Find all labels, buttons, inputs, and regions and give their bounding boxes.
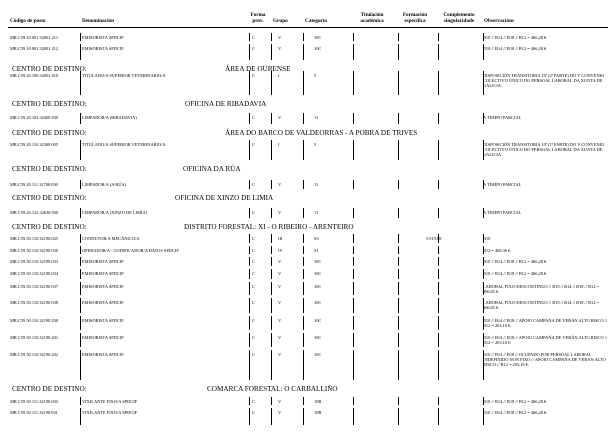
cell-observacions: B10 // B14 // B18 // B12 = 466,28 €.	[483, 271, 548, 276]
column-divider	[249, 350, 250, 380]
column-divider	[80, 298, 81, 313]
cell-codigo: MR.C59.20.110.32300.005	[10, 142, 59, 147]
centro-name: OFICINA DE XINZO DE LIMIA	[175, 194, 274, 202]
column-divider	[483, 113, 484, 124]
column-divider	[80, 316, 81, 330]
column-divider	[398, 282, 399, 295]
column-divider	[249, 408, 250, 425]
centro-de-destino	[12, 223, 354, 232]
column-divider	[249, 208, 250, 218]
centro-de-destino	[12, 165, 241, 174]
column-divider	[483, 257, 484, 266]
column-divider	[249, 316, 250, 330]
cell-denominacion: LIMPADOR/A (RIBADAVIA)	[82, 115, 137, 120]
column-divider	[249, 333, 250, 347]
column-divider	[271, 408, 272, 425]
column-divider	[398, 298, 399, 313]
cell-observacions: B10 // B14 // B18 // B12 = 466,28 €.	[483, 259, 548, 264]
cell-forma: C	[252, 73, 255, 78]
centro-label: CENTRO DE DESTINO:	[12, 385, 87, 393]
cell-categoria: 10C	[314, 335, 322, 340]
cell-codigo: MR.C59.20.111.32700.030	[10, 182, 58, 187]
column-divider	[353, 180, 354, 189]
cell-denominacion: EMISORISTA SPDCIF	[82, 259, 124, 264]
column-divider	[80, 257, 81, 266]
cell-codigo: MR.C59.50.110.32190.038	[10, 300, 59, 305]
cell-denominacion: EMISORISTA SPDCIF	[82, 271, 124, 276]
cell-observacions: DISPOSICIÓN TRANSITORIA 10ª (2ª PARTE) DO V CONVENIO COLECTIVO ÚNICO DO PERSOAL LABORAL DA XUNTA DE GALICIA.	[483, 73, 605, 89]
column-divider	[438, 350, 439, 380]
centro-label: CENTRO DE DESTINO:	[12, 223, 87, 231]
column-divider	[353, 33, 354, 41]
column-divider	[398, 246, 399, 254]
header-formacion-1: Formación	[402, 12, 428, 18]
column-divider	[483, 44, 484, 60]
column-divider	[483, 33, 484, 41]
cell-observacions: A TEMPO PARCIAL	[483, 210, 522, 215]
cell-grupo: V	[278, 46, 282, 51]
column-divider	[483, 316, 484, 330]
cell-categoria: 10C	[314, 284, 322, 289]
column-divider	[353, 408, 354, 425]
cell-grupo: IV	[278, 248, 283, 253]
column-divider	[249, 180, 250, 189]
column-divider	[303, 113, 304, 124]
column-divider	[398, 208, 399, 218]
column-divider	[271, 333, 272, 347]
column-divider	[249, 397, 250, 405]
cell-categoria: 10C	[314, 46, 322, 51]
centro-de-destino	[12, 194, 274, 203]
column-divider	[271, 282, 272, 295]
cell-denominacion: EMISORISTA SPDCIF	[82, 318, 124, 323]
column-divider	[80, 350, 81, 380]
cell-grupo: V	[278, 115, 282, 120]
cell-codigo: MR.C59.50.110.32190.033	[10, 259, 59, 264]
column-divider	[271, 397, 272, 405]
column-divider	[271, 113, 272, 124]
column-divider	[438, 180, 439, 189]
column-divider	[271, 316, 272, 330]
column-divider	[398, 140, 399, 160]
column-divider	[271, 71, 272, 95]
column-divider	[438, 282, 439, 295]
cell-denominacion: EMISORISTA SPDCIF	[82, 300, 124, 305]
cell-grupo: V	[278, 300, 282, 305]
cell-codigo: MR.C59.50.111.32190.031	[10, 410, 58, 415]
centro-label: CENTRO DE DESTINO:	[12, 129, 87, 137]
column-divider	[249, 246, 250, 254]
column-divider	[303, 180, 304, 189]
cell-categoria: 10C	[314, 352, 322, 357]
cell-observacions: B12 = 468,36 €.	[483, 248, 512, 253]
cell-forma: C	[252, 236, 255, 241]
column-divider	[353, 350, 354, 380]
column-divider	[271, 257, 272, 266]
centro-name: DISTRITO FORESTAL: XI - O RIBEIRO - ARENTEIRO	[184, 223, 354, 231]
column-divider	[249, 298, 250, 313]
cell-observacions: LABORAL FIXO-DESCONTINUO // B10 // B14 // B18 // B12 = 366,65 €.	[483, 284, 599, 295]
column-divider	[438, 269, 439, 279]
column-divider	[303, 269, 304, 279]
cell-codigo: MR.C59.50.111.32190.030	[10, 399, 58, 404]
column-divider	[483, 333, 484, 347]
cell-denominacion: LIMPADOR/A (A RÚA)	[82, 182, 126, 187]
column-divider	[271, 269, 272, 279]
cell-grupo: V	[278, 259, 282, 264]
column-divider	[271, 298, 272, 313]
cell-observacions: B10 // B14 // B18 // APOIO CAMPAÑA DE VERÁN ALTO RISCO // B12 = 203,16 €.	[483, 318, 608, 329]
cell-codigo: MR.C59.10.001.32001.212	[10, 46, 59, 51]
column-divider	[80, 44, 81, 60]
cell-codigo: MR.C59.50.110.32190.025	[10, 236, 59, 241]
column-divider	[249, 234, 250, 243]
cell-categoria: 10C	[314, 318, 322, 323]
cell-codigo: MR.C59.20.100.32001.010	[10, 73, 59, 78]
column-divider	[303, 208, 304, 218]
column-divider	[438, 246, 439, 254]
cell-complemento: 5.919,88	[426, 236, 442, 241]
header-titulacion-1: Titulación	[360, 12, 384, 18]
centro-de-destino	[12, 385, 338, 394]
column-divider	[353, 234, 354, 243]
column-divider	[271, 208, 272, 218]
cell-categoria: 11	[314, 115, 319, 120]
column-divider	[80, 246, 81, 254]
column-divider	[398, 234, 399, 243]
cell-grupo: V	[278, 182, 282, 187]
cell-categoria: 11	[314, 182, 319, 187]
column-divider	[303, 350, 304, 380]
column-divider	[353, 257, 354, 266]
column-divider	[483, 397, 484, 405]
cell-categoria: 5	[314, 142, 317, 147]
cell-categoria: 10C	[314, 300, 322, 305]
cell-observacions: B10 // B14 // B18 // APOIO CAMPAÑA DE VERÁN ALTO RISCO // B12 = 203,16 €.	[483, 335, 608, 346]
column-divider	[303, 408, 304, 425]
cell-denominacion: EMISORISTA SPDCIF	[82, 335, 124, 340]
column-divider	[271, 350, 272, 380]
column-divider	[249, 71, 250, 95]
column-divider	[483, 208, 484, 218]
column-divider	[303, 44, 304, 60]
centro-label: CENTRO DE DESTINO:	[12, 194, 87, 202]
column-divider	[438, 140, 439, 160]
cell-observacions: A TEMPO PARCIAL	[483, 115, 522, 120]
cell-observacions: B10 // B14 // B18 // B12 = 466,28 €.	[483, 46, 548, 51]
column-divider	[438, 298, 439, 313]
column-divider	[271, 234, 272, 243]
header-complemento-2: singularidade	[443, 18, 475, 24]
cell-codigo: MR.C59.50.110.32190.034	[10, 271, 59, 276]
column-divider	[80, 282, 81, 295]
column-divider	[271, 44, 272, 60]
centro-label: CENTRO DE DESTINO:	[12, 165, 87, 173]
cell-denominacion: LIMPADOR/A (XINZO DE LIMIA)	[82, 210, 148, 215]
cell-codigo: MR.C59.50.110.32190.200	[10, 318, 59, 323]
column-divider	[398, 33, 399, 41]
column-divider	[398, 113, 399, 124]
cell-observacions: LABORAL FIXO-DESCONTINUO // B10 // B14 // B18 // B12 = 366,65 €.	[483, 300, 599, 311]
column-divider	[353, 140, 354, 160]
header-forma: Forma	[250, 12, 266, 18]
cell-forma: C	[252, 284, 255, 289]
column-divider	[80, 397, 81, 405]
cell-forma: C	[252, 182, 255, 187]
column-divider	[271, 33, 272, 41]
cell-denominacion: TITULADO/A SUPERIOR VETERINARIO/A	[82, 73, 166, 78]
cell-denominacion: EMISORISTA SPDCIF	[82, 284, 124, 289]
header-titulacion-2: académica	[360, 18, 384, 24]
column-divider	[249, 282, 250, 295]
cell-forma: C	[252, 210, 255, 215]
cell-categoria: 10C	[314, 259, 322, 264]
header-denominacion: Denominación	[82, 18, 114, 24]
column-divider	[303, 257, 304, 266]
cell-grupo: V	[278, 35, 282, 40]
column-divider	[438, 257, 439, 266]
cell-grupo: V	[278, 210, 282, 215]
header-categoria: Categoría	[305, 18, 327, 24]
column-divider	[303, 140, 304, 160]
column-divider	[80, 180, 81, 189]
cell-observacions: B10 // B14 // B18 // B12 = 466,28 €.	[483, 399, 548, 404]
column-divider	[249, 140, 250, 160]
cell-grupo: V	[278, 318, 282, 323]
column-divider	[353, 71, 354, 95]
cell-denominacion: CONDUTOR/A MECÁNICO/A	[82, 236, 140, 241]
cell-codigo: MR.C59.50.110.32190.201	[10, 335, 59, 340]
column-divider	[438, 234, 439, 243]
column-divider	[353, 269, 354, 279]
cell-forma: C	[252, 35, 255, 40]
column-divider	[271, 180, 272, 189]
column-divider	[80, 234, 81, 243]
header-codigo: Código de posto	[10, 18, 46, 24]
column-divider	[80, 408, 81, 425]
centro-label: CENTRO DE DESTINO:	[12, 100, 87, 108]
column-divider	[249, 113, 250, 124]
column-divider	[483, 180, 484, 189]
column-divider	[398, 350, 399, 380]
cell-categoria: 11	[314, 210, 319, 215]
column-divider	[353, 44, 354, 60]
cell-forma: C	[252, 335, 255, 340]
column-divider	[353, 333, 354, 347]
column-divider	[438, 333, 439, 347]
column-divider	[80, 33, 81, 41]
cell-forma: C	[252, 318, 255, 323]
column-divider	[303, 397, 304, 405]
column-divider	[483, 140, 484, 160]
column-divider	[438, 316, 439, 330]
column-divider	[249, 257, 250, 266]
cell-observacions: B10	[483, 236, 491, 241]
cell-observacions: B10 // B14 // B18 // B12 = 466,28 €.	[483, 35, 548, 40]
column-divider	[303, 333, 304, 347]
cell-categoria: 10C	[314, 35, 322, 40]
centro-name: ÁREA DE OURENSE	[225, 65, 291, 73]
column-divider	[353, 397, 354, 405]
cell-forma: C	[252, 46, 255, 51]
centro-label: CENTRO DE DESTINO:	[12, 65, 87, 73]
cell-grupo: V	[278, 271, 282, 276]
column-divider	[438, 44, 439, 60]
column-divider	[353, 282, 354, 295]
cell-forma: C	[252, 410, 255, 415]
column-divider	[353, 298, 354, 313]
column-divider	[438, 208, 439, 218]
column-divider	[303, 298, 304, 313]
centro-name: OFICINA DE RIBADAVIA	[185, 100, 267, 108]
cell-grupo: I	[278, 73, 280, 78]
cell-categoria: 10B	[314, 410, 322, 415]
cell-codigo: MR.C59.50.110.32190.030	[10, 248, 59, 253]
cell-codigo: MR.C59.50.110.32190.037	[10, 284, 59, 289]
centro-name: COMARCA FORESTAL: O CARBALLIÑO	[207, 385, 338, 393]
column-divider	[483, 408, 484, 425]
column-divider	[398, 408, 399, 425]
cell-codigo: MR.C59.20.102.32400.030	[10, 115, 59, 120]
centro-name: ÁREA DO BARCO DE VALDEORRAS - A POBRA DE TRIVES	[225, 129, 418, 137]
column-divider	[353, 208, 354, 218]
column-divider	[80, 333, 81, 347]
column-divider	[398, 71, 399, 95]
cell-grupo: V	[278, 284, 282, 289]
column-divider	[438, 397, 439, 405]
cell-denominacion: TITULADO/A SUPERIOR VETERINARIO/A	[82, 142, 166, 147]
column-divider	[303, 282, 304, 295]
column-divider	[483, 282, 484, 295]
header-formacion-2: específica	[404, 18, 426, 24]
column-divider	[398, 44, 399, 60]
cell-codigo: MR.C59.10.001.32001.211	[10, 35, 59, 40]
cell-denominacion: EMISORISTA SPDCIF	[82, 352, 124, 357]
cell-forma: C	[252, 399, 255, 404]
cell-grupo: V	[278, 399, 282, 404]
column-divider	[303, 33, 304, 41]
cell-categoria: S3	[314, 236, 319, 241]
column-divider	[483, 298, 484, 313]
column-divider	[483, 246, 484, 254]
column-divider	[483, 350, 484, 380]
cell-forma: C	[252, 259, 255, 264]
cell-observacions: B10 // B14 // B18 // OCUPADO POR PERSOAL LABORAL INDEFINIDO NON FIXO // APOIO CAMPAÑA DE VERÁN ALTO RISCO // B12 = 203,16 €.	[483, 352, 606, 368]
cell-forma: C	[252, 352, 255, 357]
column-divider	[438, 113, 439, 124]
centro-name: OFICINA DA RÚA	[183, 165, 241, 173]
column-divider	[303, 71, 304, 95]
column-divider	[398, 269, 399, 279]
cell-observacions: DISPOSICIÓN TRANSITORIA 10ª (1ª PARTE) DO V CONVENIO COLECTIVO ÚNICO DO PERSOAL LABORAL DA XUNTA DE GALICIA.	[483, 142, 605, 158]
centro-de-destino	[12, 129, 418, 138]
column-divider	[483, 234, 484, 243]
column-divider	[80, 269, 81, 279]
cell-forma: C	[252, 300, 255, 305]
column-divider	[80, 71, 81, 95]
cell-forma: C	[252, 115, 255, 120]
header-rule	[8, 27, 608, 28]
column-divider	[249, 33, 250, 41]
column-divider	[80, 140, 81, 160]
cell-grupo: V	[278, 335, 282, 340]
cell-codigo: MR.C59.50.110.32190.202	[10, 352, 59, 357]
column-divider	[249, 44, 250, 60]
column-divider	[80, 113, 81, 124]
cell-denominacion: OPERADOR/A - CODIFICADOR/A DATOS SPDCIF	[82, 248, 179, 253]
header-prov: prov.	[252, 18, 264, 24]
header-observacions: Observacións	[484, 18, 514, 24]
cell-denominacion: EMISORISTA SPDCIF	[82, 46, 124, 51]
column-divider	[303, 246, 304, 254]
cell-grupo: V	[278, 410, 282, 415]
cell-denominacion: VIXILANTE FIXO/A SPDCIF	[82, 410, 138, 415]
column-divider	[353, 246, 354, 254]
column-divider	[483, 71, 484, 95]
column-divider	[271, 140, 272, 160]
column-divider	[353, 316, 354, 330]
column-divider	[398, 397, 399, 405]
centro-de-destino	[12, 100, 267, 109]
cell-codigo: MR.C59.20.122.32630.030	[10, 210, 59, 215]
cell-categoria: S1	[314, 248, 319, 253]
column-divider	[438, 33, 439, 41]
column-divider	[303, 234, 304, 243]
cell-observacions: B10 // B14 // B18 // B12 = 466,28 €.	[483, 410, 548, 415]
column-divider	[271, 246, 272, 254]
column-divider	[398, 316, 399, 330]
cell-categoria: 10C	[314, 271, 322, 276]
cell-forma: C	[252, 142, 255, 147]
cell-observacions: A TEMPO PARCIAL	[483, 182, 522, 187]
column-divider	[353, 113, 354, 124]
column-divider	[303, 316, 304, 330]
column-divider	[249, 269, 250, 279]
column-divider	[438, 71, 439, 95]
cell-forma: C	[252, 248, 255, 253]
cell-denominacion: EMISORISTA SPDCIF	[82, 35, 124, 40]
cell-categoria: 5	[314, 73, 317, 78]
cell-forma: C	[252, 271, 255, 276]
header-complemento-1: Complemento	[443, 12, 475, 18]
column-divider	[80, 208, 81, 218]
column-divider	[398, 333, 399, 347]
cell-categoria: 10B	[314, 399, 322, 404]
column-divider	[398, 180, 399, 189]
cell-grupo: V	[278, 352, 282, 357]
header-grupo: Grupo	[273, 18, 288, 24]
cell-denominacion: VIXILANTE FIXO/A SPDCIF	[82, 399, 138, 404]
cell-grupo: I	[278, 142, 280, 147]
column-divider	[483, 269, 484, 279]
cell-grupo: III	[278, 236, 283, 241]
column-divider	[398, 257, 399, 266]
column-divider	[438, 408, 439, 425]
